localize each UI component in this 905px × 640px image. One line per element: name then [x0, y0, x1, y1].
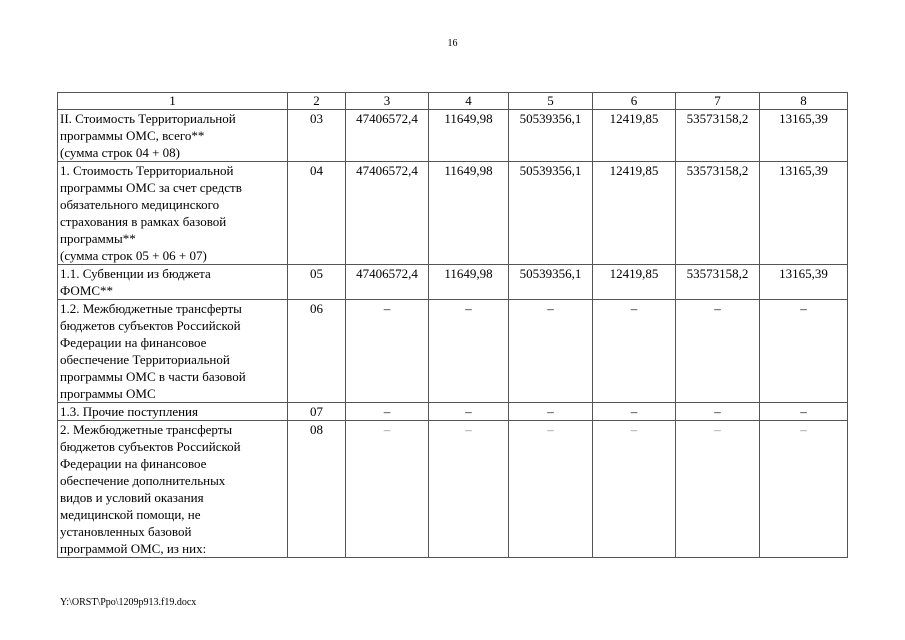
row-code: 05: [288, 265, 346, 300]
description-line: видов и условий оказания: [60, 490, 204, 505]
column-header: 2: [288, 93, 346, 110]
cell-value: 13165,39: [760, 265, 848, 300]
cell-value: –: [346, 403, 429, 421]
column-header: 7: [676, 93, 760, 110]
cell-value: –: [593, 300, 676, 403]
cell-value: –: [760, 403, 848, 421]
cell-value: 50539356,1: [509, 162, 593, 265]
description-line: обязательного медицинского: [60, 197, 220, 212]
row-description: [58, 110, 288, 162]
description-line: 1.1. Субвенции из бюджета: [60, 266, 211, 281]
column-header: 1: [58, 93, 288, 110]
description-line: страхования в рамках базовой: [60, 214, 227, 229]
description-line: 1. Стоимость Территориальной: [60, 163, 234, 178]
table-row: [58, 421, 848, 558]
description-line: Федерации на финансовое: [60, 456, 207, 471]
row-description: [58, 421, 288, 558]
budget-table: [57, 92, 848, 558]
page-number: 16: [447, 38, 458, 49]
description-line: программы ОМС: [60, 386, 156, 401]
description-line: 1.2. Межбюджетные трансферты: [60, 301, 242, 316]
column-header: 5: [509, 93, 593, 110]
cell-value: –: [676, 421, 760, 558]
column-header: 6: [593, 93, 676, 110]
description-line: медицинской помощи, не: [60, 507, 201, 522]
cell-value: –: [676, 300, 760, 403]
table-row: [58, 162, 848, 265]
row-code: 07: [288, 403, 346, 421]
cell-value: 12419,85: [593, 110, 676, 162]
cell-value: –: [760, 421, 848, 558]
table-row: [58, 110, 848, 162]
row-description: [58, 300, 288, 403]
cell-value: 12419,85: [593, 162, 676, 265]
cell-value: 50539356,1: [509, 265, 593, 300]
cell-value: –: [346, 421, 429, 558]
description-line: Федерации на финансовое: [60, 335, 207, 350]
table-row: [58, 265, 848, 300]
cell-value: 11649,98: [429, 265, 509, 300]
cell-value: 13165,39: [760, 162, 848, 265]
description-line: программой ОМС, из них:: [60, 541, 207, 556]
row-description: [58, 265, 288, 300]
cell-value: 53573158,2: [676, 265, 760, 300]
column-header: 8: [760, 93, 848, 110]
cell-value: 11649,98: [429, 162, 509, 265]
cell-value: –: [509, 300, 593, 403]
row-code: 08: [288, 421, 346, 558]
row-description: [58, 162, 288, 265]
description-line: (сумма строк 05 + 06 + 07): [60, 248, 207, 263]
cell-value: 53573158,2: [676, 110, 760, 162]
description-line: 1.3. Прочие поступления: [60, 404, 198, 419]
cell-value: 12419,85: [593, 265, 676, 300]
cell-value: –: [429, 403, 509, 421]
footer-file-path: Y:\ORST\Ppo\1209p913.f19.docx: [60, 597, 197, 608]
description-line: программы ОМС в части базовой: [60, 369, 246, 384]
cell-value: 47406572,4: [346, 265, 429, 300]
table-row: [58, 300, 848, 403]
cell-value: –: [760, 300, 848, 403]
column-header: 3: [346, 93, 429, 110]
cell-value: 47406572,4: [346, 162, 429, 265]
description-line: (сумма строк 04 + 08): [60, 145, 180, 160]
cell-value: –: [593, 403, 676, 421]
description-line: бюджетов субъектов Российской: [60, 318, 241, 333]
cell-value: –: [346, 300, 429, 403]
cell-value: 53573158,2: [676, 162, 760, 265]
cell-value: –: [509, 403, 593, 421]
description-line: обеспечение дополнительных: [60, 473, 226, 488]
row-code: 03: [288, 110, 346, 162]
column-header: 4: [429, 93, 509, 110]
description-line: бюджетов субъектов Российской: [60, 439, 241, 454]
table-row: [58, 403, 848, 421]
description-line: 2. Межбюджетные трансферты: [60, 422, 233, 437]
cell-value: –: [429, 300, 509, 403]
cell-value: –: [509, 421, 593, 558]
cell-value: 47406572,4: [346, 110, 429, 162]
description-line: программы**: [60, 231, 136, 246]
cell-value: –: [429, 421, 509, 558]
cell-value: 13165,39: [760, 110, 848, 162]
table-header-row: [58, 93, 848, 110]
row-description: [58, 403, 288, 421]
description-line: обеспечение Территориальной: [60, 352, 230, 367]
cell-value: –: [593, 421, 676, 558]
description-line: программы ОМС за счет средств: [60, 180, 242, 195]
description-line: программы ОМС, всего**: [60, 128, 205, 143]
cell-value: –: [676, 403, 760, 421]
cell-value: 50539356,1: [509, 110, 593, 162]
description-line: установленных базовой: [60, 524, 192, 539]
description-line: II. Стоимость Территориальной: [60, 111, 236, 126]
cell-value: 11649,98: [429, 110, 509, 162]
description-line: ФОМС**: [60, 283, 114, 298]
row-code: 04: [288, 162, 346, 265]
row-code: 06: [288, 300, 346, 403]
